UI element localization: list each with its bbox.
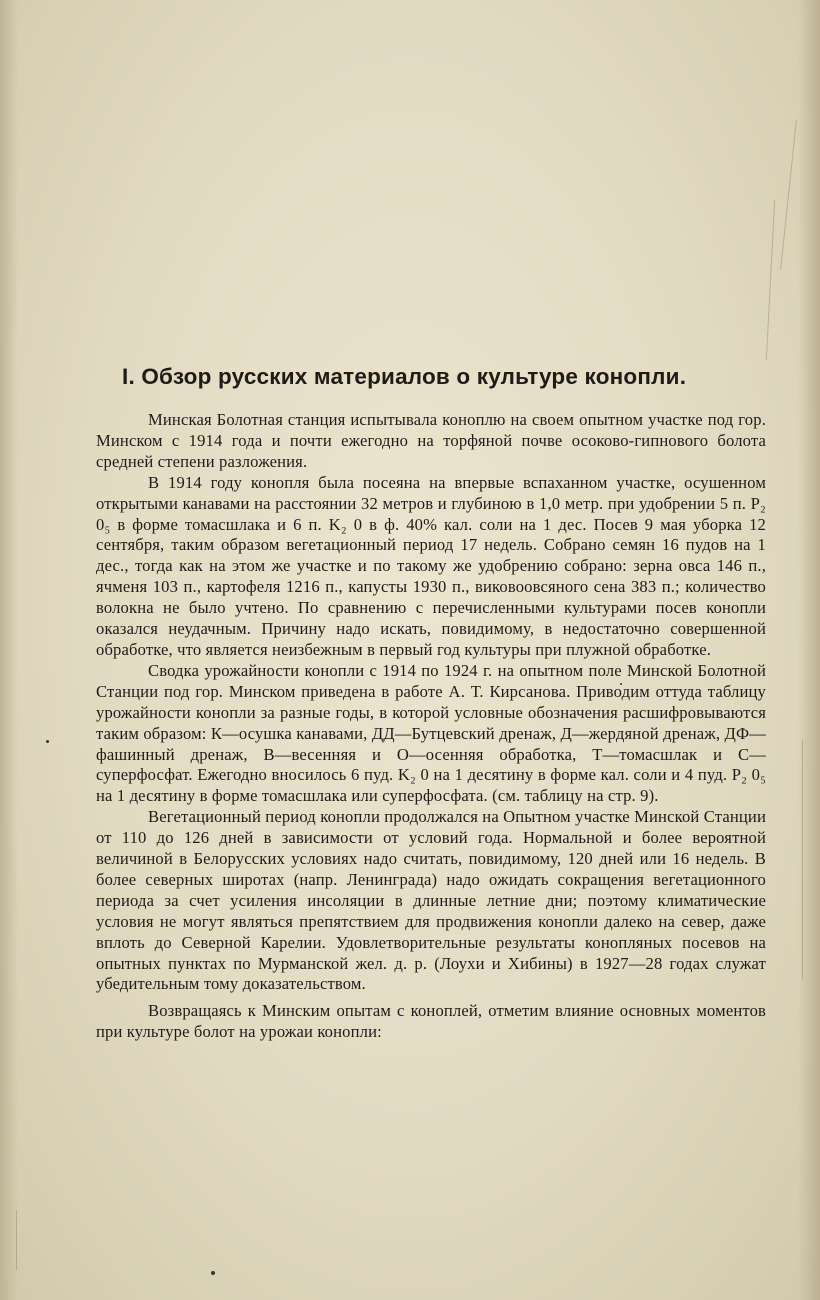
paragraph-3: Сводка урожайности конопли с 1914 по 1924 г. на опытном поле Минской Болотной Станции под гор. Минском приведена в работе А. Т. Кирсанова. Приводим оттуда таблицу урожайности конопли за разные годы, в которой условные обозначения расшифровываются таким образом: К—осушка канавами, ДД—Бутцевский дренаж, Д—жердяной дренаж, ДФ—фашинный дренаж, В—весенняя и О—осенняя обработка, Т—томасшлак и С—суперфосфат. Ежегодно вносилось 6 пуд. K₂ 0 на 1 десятину в форме кал. соли и 4 пуд. P₂ 0₅ на 1 десятину в форме томасшлака или суперфосфата. (см. таблицу на стр. 9). — [96, 660, 766, 806]
article-body — [96, 362, 766, 1043]
section-heading: I. Обзор русских материалов о культуре конопли. — [122, 364, 687, 389]
paragraph-2: В 1914 году конопля была посеяна на впервые вспаханном участке, осушенном открытыми канавами на расстоянии 32 метров и глубиною в 1,0 метр. при удобрении 5 п. P₂ 0₅ в форме томасшлака и 6 п. K₂ 0 в ф. 40% кал. соли на 1 дес. Посев 9 мая уборка 12 сентября, таким образом вегетационный период 17 недель. Собрано семян 16 пудов на 1 дес., тогда как на этом же участке и по такому же удобрению собрано: зерна овса 146 п., ячменя 103 п., картофеля 1216 п., капусты 1930 п., виковоовсяного сена 383 п.; количество волокна не было учтено. По сравнению с перечисленными культурами посев конопли оказался неудачным. Причину надо искать, повидимому, в недостаточно совершенной обработке, что является неизбежным в первый год культуры при плужной обработке. — [96, 472, 766, 659]
paper-crease — [780, 120, 797, 269]
page-left-shadow — [0, 0, 18, 1300]
paragraph-4: Вегетационный период конопли продолжался на Опытном участке Минской Станции от 110 до 126 дней в зависимости от условий года. Нормальной и более вероятной величиной в Белорусских условиях надо считать, повидимому, 120 дней или 16 недель. В более северных широтах (напр. Ленинграда) надо ожидать сокращения вегетационного периода за счет усиления инсоляции в длинные летние дни; поэтому климатические условия не могут являться препятствием для продвижения конопли далеко на север, даже вплоть до Северной Карелии. Удовлетворительные результаты конопляных посевов на опытных пунктах по Мурманской жел. д. р. (Лоухи и Хибины) в 1927—28 годах служат убедительным тому доказательством. — [96, 807, 766, 994]
ink-speck — [46, 740, 49, 743]
paper-crease — [802, 740, 803, 980]
paper-crease — [16, 1210, 17, 1270]
page-right-shadow — [798, 0, 820, 1300]
paragraph-1: Минская Болотная станция испытывала коноплю на своем опытном участке под гор. Минском с 1914 года и почти ежегодно на торфяной почве осоково-гипнового болота средней степени разложения. — [96, 410, 766, 471]
paragraph-5: Возвращаясь к Минским опытам с коноплей, отметим влияние основных моментов при культуре болот на урожаи конопли: — [96, 1001, 766, 1042]
ink-speck — [211, 1271, 215, 1275]
paper-crease — [766, 200, 775, 360]
